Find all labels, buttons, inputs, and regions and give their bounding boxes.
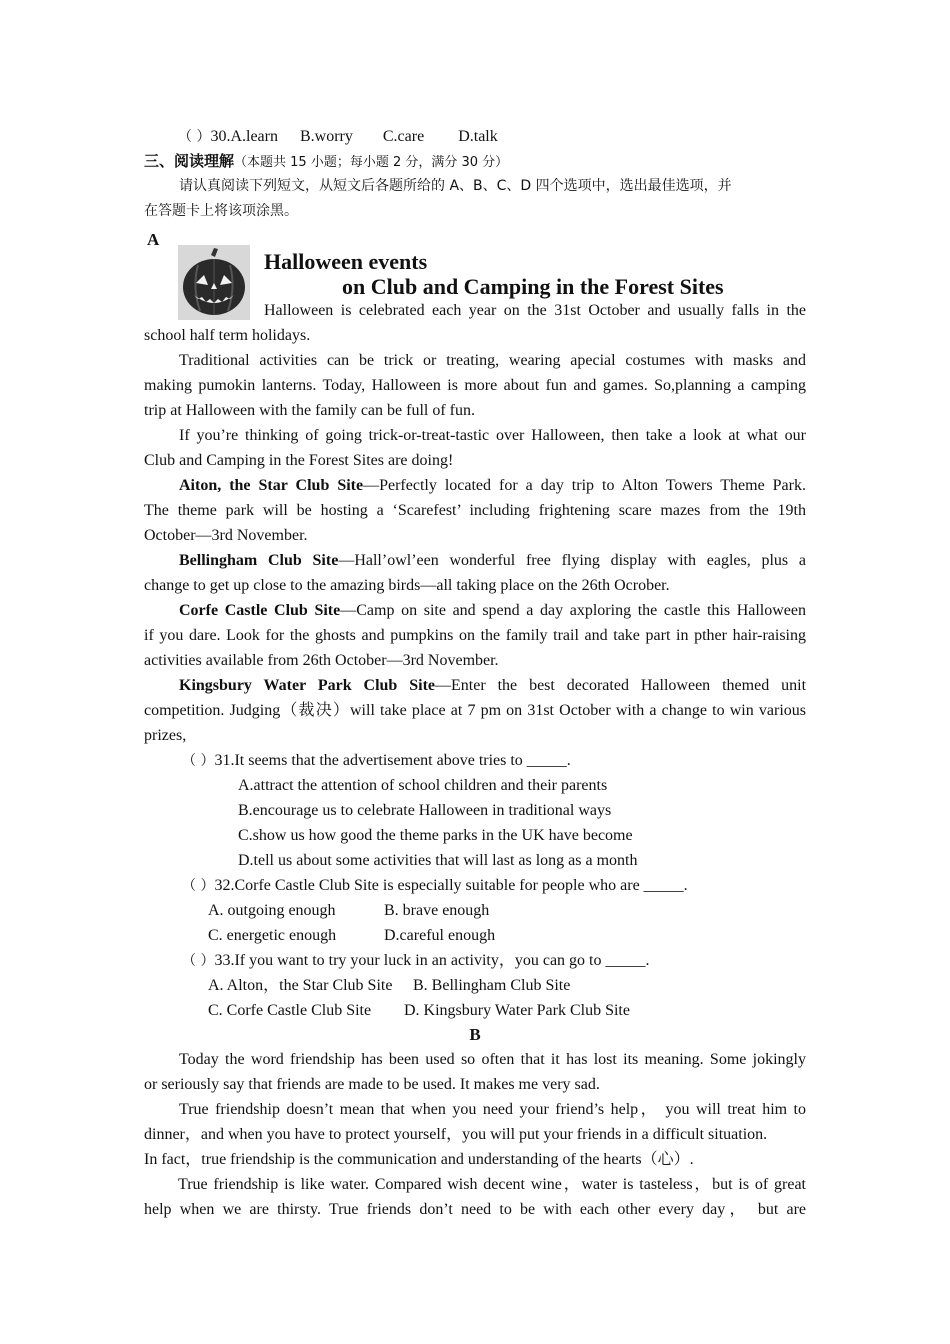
passage-a-line: Traditional activities can be trick or treating, wearing apecial costumes with masks and	[179, 352, 806, 369]
site-name: Kingsbury Water Park Club Site	[179, 677, 436, 694]
passage-a-line: October—3rd November.	[144, 527, 308, 544]
question-33-stem: 33.If you want to try your luck in an activity，you can go to _____.	[214, 952, 650, 969]
question-33	[182, 948, 844, 974]
site-description: —Perfectly located for a day trip to Alton Towers Theme Park.	[363, 477, 806, 494]
passage-a-line	[144, 473, 806, 498]
passage-a-title: Halloween events	[264, 249, 428, 274]
passage-a-line: competition. Judging（裁决）will take place at 7 pm on 31st October with a change to win various	[144, 702, 806, 719]
option-b: B.worry	[299, 128, 353, 145]
passage-b-line: help when we are thirsty. True friends don’t need to be with each other every day， but are	[144, 1201, 806, 1218]
option-d: D.careful enough	[384, 927, 496, 944]
option-d: D.tell us about some activities that will last as long as a month	[238, 852, 638, 869]
option-d: D.talk	[458, 128, 498, 145]
passage-a-label: A	[147, 230, 160, 249]
section-note: （本题共 15 小题；每小题 2 分，满分 30 分）	[234, 155, 509, 170]
passage-a-line: school half term holidays.	[144, 327, 311, 344]
passage-a-line: Halloween is celebrated each year on the 31st October and usually falls in the	[264, 302, 806, 319]
passage-b-line: Today the word friendship has been used so often that it has lost its meaning. Some jokingly	[179, 1051, 806, 1068]
passage-b-line: True friendship is like water. Compared wish decent wine，water is tasteless，but is of great	[178, 1176, 806, 1193]
option-b: B. Bellingham Club Site	[413, 977, 571, 994]
option-b: B.encourage us to celebrate Halloween in traditional ways	[238, 802, 612, 819]
passage-a-line: The theme park will be hosting a ‘Scarefest’ including frightening scare mazes from the 19th	[144, 502, 806, 519]
passage-a-line: activities available from 26th October—3rd November.	[144, 652, 499, 669]
instructions-line-2: 在答题卡上将该项涂黑。	[144, 203, 298, 219]
passage-a-line: trip at Halloween with the family can be full of fun.	[144, 402, 476, 419]
section-title: 三、阅读理解	[144, 152, 235, 170]
question-32-stem: 32.Corfe Castle Club Site is especially suitable for people who are _____.	[214, 877, 688, 894]
site-name: Bellingham Club Site	[179, 552, 339, 569]
answer-paren: （ ）	[182, 953, 215, 969]
passage-a-line: Club and Camping in the Forest Sites are doing!	[144, 452, 454, 469]
answer-paren: （ ）	[182, 878, 215, 894]
option-c: C.show us how good the theme parks in the UK have become	[238, 827, 633, 844]
instructions-line-1: 请认真阅读下列短文，从短文后各题所给的 A、B、C、D 四个选项中，选出最佳选项，并	[179, 178, 732, 194]
option-c: C. Corfe Castle Club Site	[208, 1002, 372, 1019]
passage-b-label: B	[469, 1025, 481, 1044]
option-b: B. brave enough	[384, 902, 490, 919]
question-32	[182, 873, 844, 899]
option-d: D. Kingsbury Water Park Club Site	[404, 1002, 630, 1019]
answer-paren: （ ）	[182, 753, 215, 769]
question-30-stem: 30.A.learn	[210, 128, 278, 145]
passage-a-line: change to get up close to the amazing birds—all taking place on the 26th Ocrober.	[144, 577, 670, 594]
site-description: —Hall’owl’een wonderful free flying display with eagles, plus a	[338, 552, 806, 569]
passage-a-line	[144, 548, 806, 573]
jack-o-lantern-icon	[178, 245, 250, 320]
option-a: A. Alton，the Star Club Site	[208, 977, 393, 994]
site-name: Corfe Castle Club Site	[179, 602, 341, 619]
passage-b-line: In fact，true friendship is the communication and understanding of the hearts（心）.	[144, 1151, 694, 1168]
passage-a-line: if you dare. Look for the ghosts and pumpkins on the family trail and take part in pther hair-raising	[144, 627, 806, 644]
passage-a-subtitle: on Club and Camping in the Forest Sites	[342, 274, 724, 299]
site-description: —Camp on site and spend a day axploring the castle this Halloween	[340, 602, 806, 619]
passage-a-line	[144, 673, 806, 698]
question-31	[182, 748, 844, 774]
site-name: Aiton, the Star Club Site	[179, 477, 364, 494]
question-30	[178, 124, 840, 150]
passage-a-line: making pumokin lanterns. Today, Halloween is more about fun and games. So,planning a camping	[144, 377, 806, 394]
answer-paren: （ ）	[178, 129, 211, 145]
passage-b-line: True friendship doesn’t mean that when you need your friend’s help， you will treat him to	[179, 1101, 806, 1118]
option-a: A.attract the attention of school children and their parents	[238, 777, 608, 794]
section-heading	[144, 149, 806, 175]
passage-a-line	[144, 598, 806, 623]
question-31-stem: 31.It seems that the advertisement above tries to _____.	[214, 752, 571, 769]
option-c: C.care	[382, 128, 425, 145]
passage-a-line: prizes,	[144, 727, 187, 744]
passage-b-line: dinner，and when you have to protect yourself，you will put your friends in a difficult situation.	[144, 1126, 768, 1143]
option-a: A. outgoing enough	[208, 902, 336, 919]
option-c: C. energetic enough	[208, 927, 337, 944]
passage-a-line: If you’re thinking of going trick-or-treat-tastic over Halloween, then take a look at what our	[179, 427, 806, 444]
site-description: —Enter the best decorated Halloween themed unit	[435, 677, 806, 694]
passage-b-line: or seriously say that friends are made to be used. It makes me very sad.	[144, 1076, 600, 1093]
